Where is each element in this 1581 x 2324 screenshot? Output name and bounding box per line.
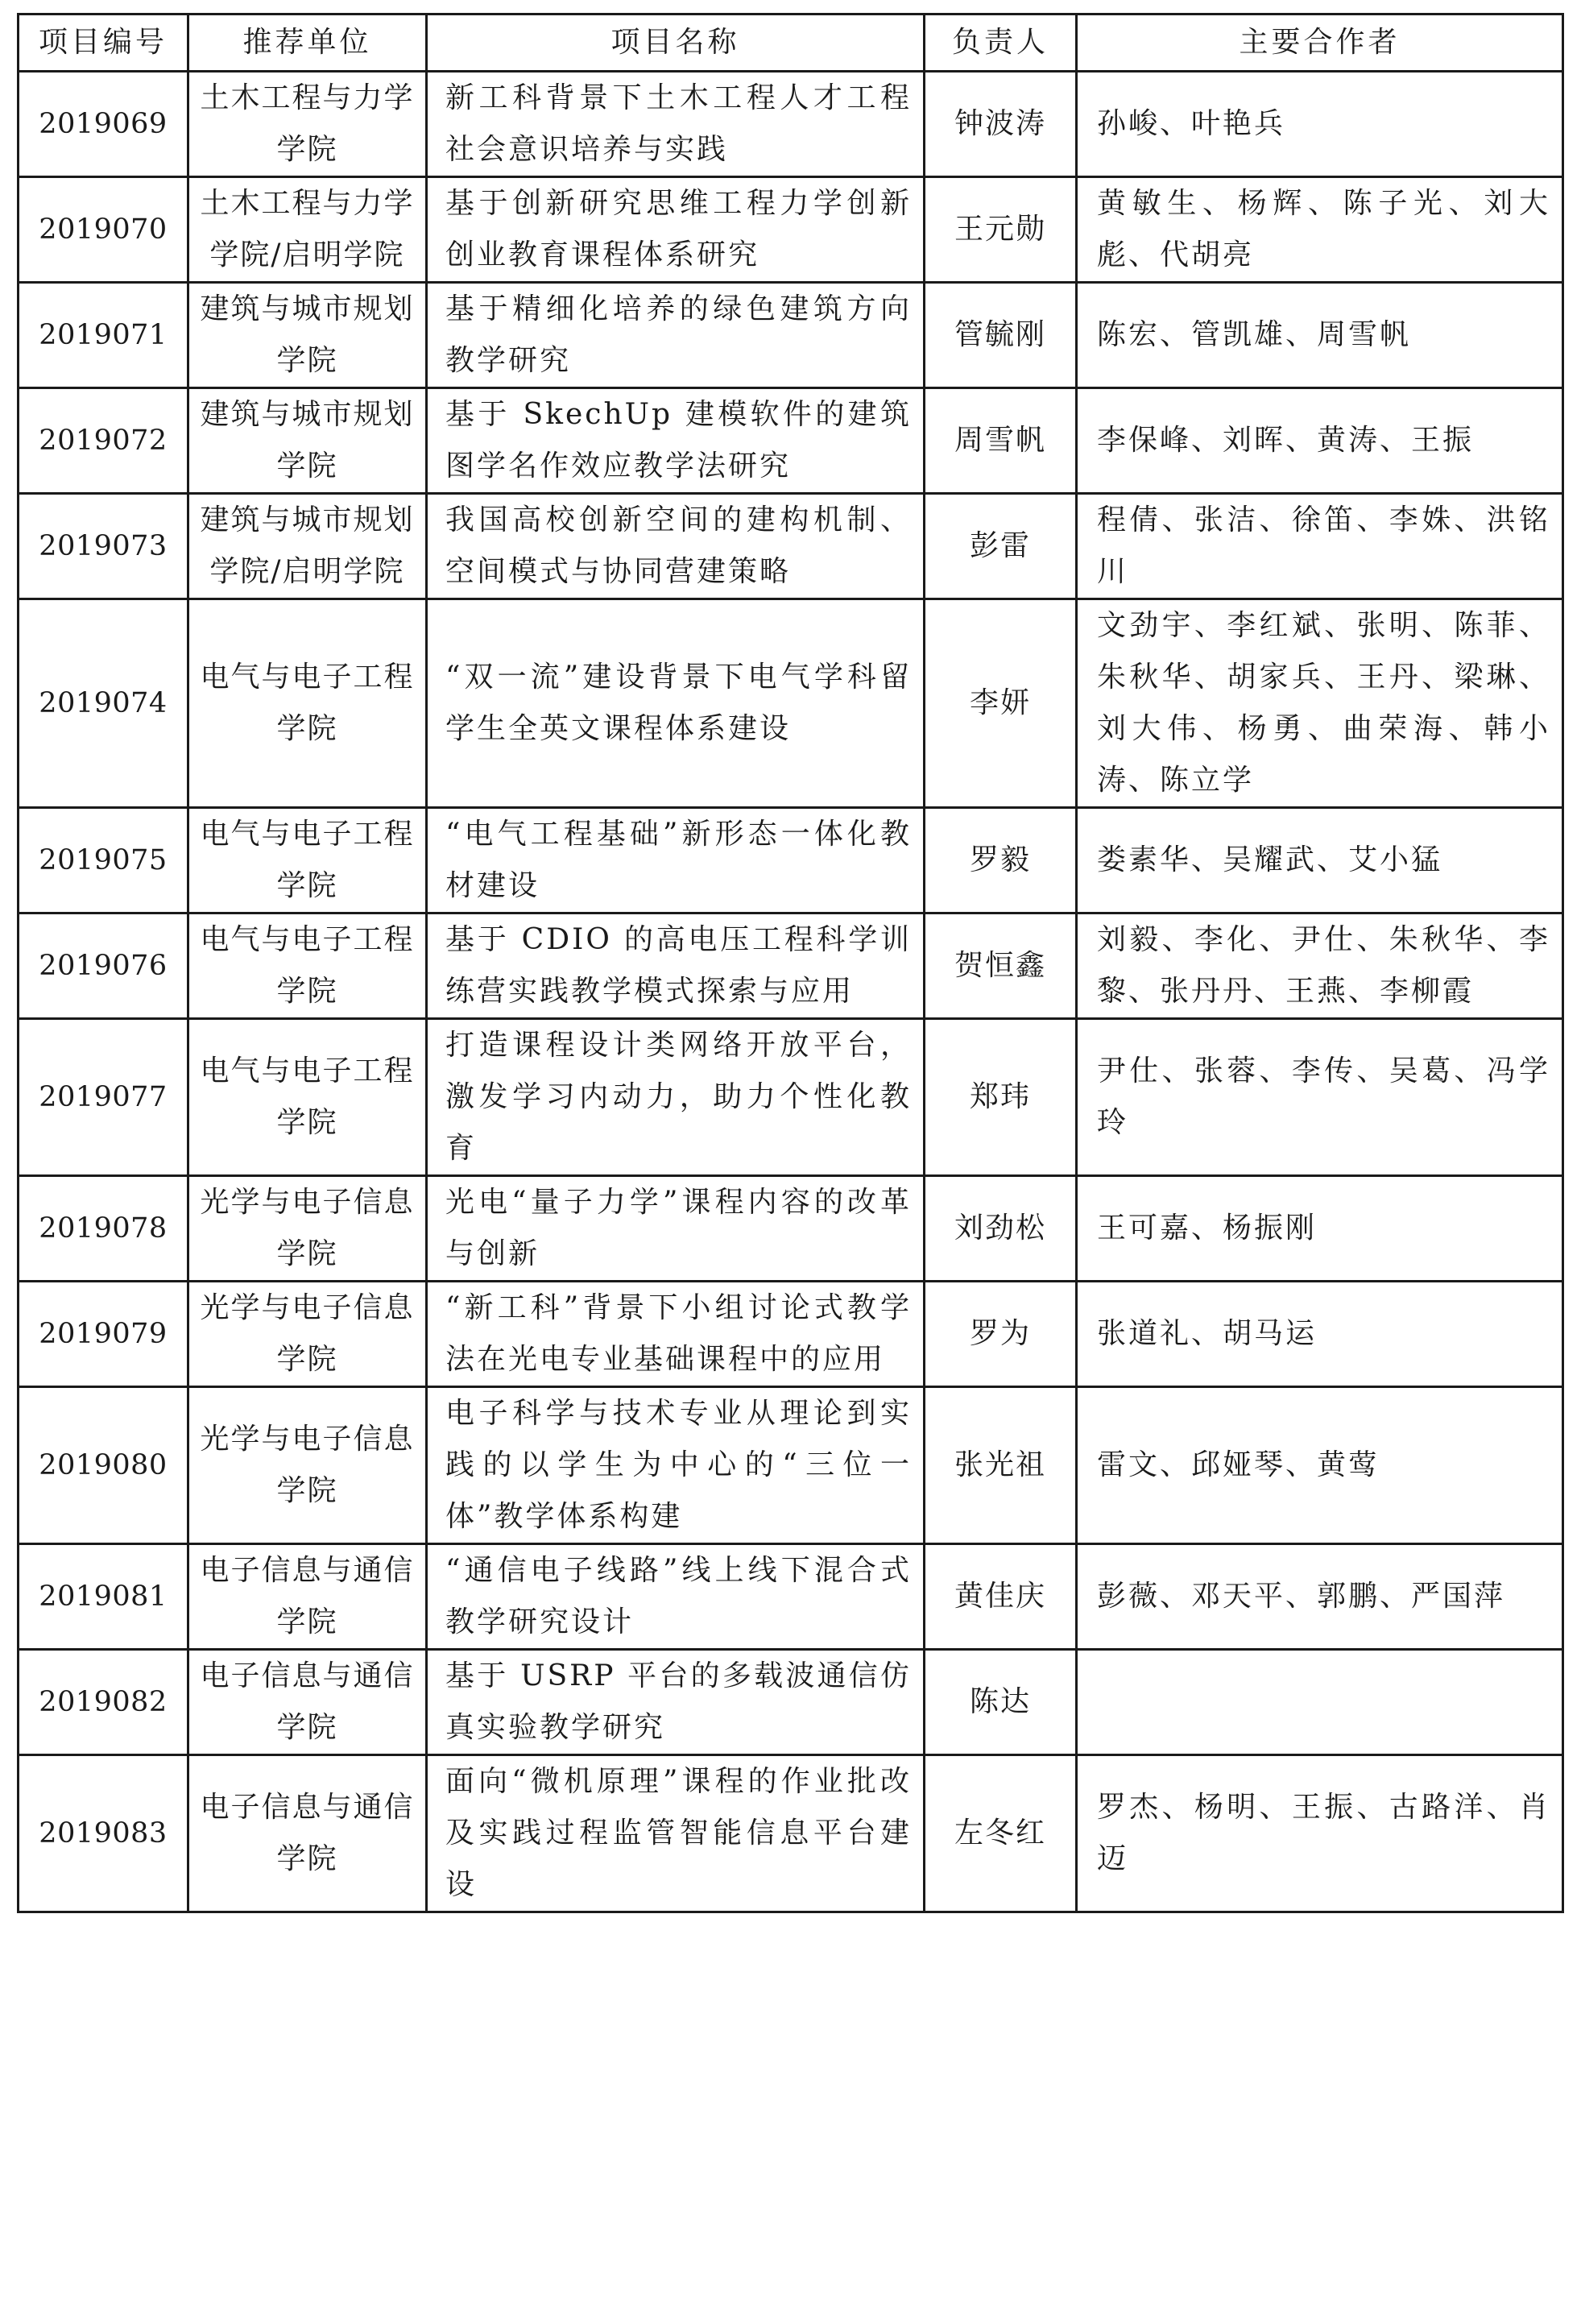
project-id: 2019081: [19, 1544, 188, 1650]
recommending-unit: 光学与电子信息学院: [188, 1282, 427, 1387]
recommending-unit: 建筑与城市规划学院/启明学院: [188, 494, 427, 599]
table-row: [19, 72, 1563, 177]
project-name: 基于精细化培养的绿色建筑方向教学研究: [427, 283, 925, 388]
project-id: 2019071: [19, 283, 188, 388]
project-name: “新工科”背景下小组讨论式教学法在光电专业基础课程中的应用: [427, 1282, 925, 1387]
header-leader: 负责人: [925, 14, 1077, 72]
project-name: 基于 USRP 平台的多载波通信仿真实验教学研究: [427, 1650, 925, 1755]
collaborators: 尹仕、张蓉、李传、吴葛、冯学玲: [1077, 1019, 1563, 1176]
collaborators: 刘毅、李化、尹仕、朱秋华、李黎、张丹丹、王燕、李柳霞: [1077, 913, 1563, 1019]
project-name: 打造课程设计类网络开放平台，激发学习内动力，助力个性化教育: [427, 1019, 925, 1176]
recommending-unit: 光学与电子信息学院: [188, 1387, 427, 1544]
leader-name: 罗毅: [925, 808, 1077, 913]
collaborators: 黄敏生、杨辉、陈子光、刘大彪、代胡亮: [1077, 177, 1563, 283]
leader-name: 左冬红: [925, 1755, 1077, 1912]
recommending-unit: 土木工程与力学学院: [188, 72, 427, 177]
leader-name: 刘劲松: [925, 1176, 1077, 1282]
table-header-row: [19, 14, 1563, 72]
leader-name: 郑玮: [925, 1019, 1077, 1176]
collaborators: 王可嘉、杨振刚: [1077, 1176, 1563, 1282]
header-project-id: 项目编号: [19, 14, 188, 72]
project-name: “电气工程基础”新形态一体化教材建设: [427, 808, 925, 913]
leader-name: 管毓刚: [925, 283, 1077, 388]
project-id: 2019082: [19, 1650, 188, 1755]
table-row: [19, 1019, 1563, 1176]
project-id: 2019077: [19, 1019, 188, 1176]
table-row: [19, 388, 1563, 494]
recommending-unit: 光学与电子信息学院: [188, 1176, 427, 1282]
collaborators: 彭薇、邓天平、郭鹏、严国萍: [1077, 1544, 1563, 1650]
collaborators: 程倩、张洁、徐笛、李姝、洪铭川: [1077, 494, 1563, 599]
leader-name: 王元勋: [925, 177, 1077, 283]
recommending-unit: 电子信息与通信学院: [188, 1544, 427, 1650]
table-row: [19, 1544, 1563, 1650]
recommending-unit: 土木工程与力学学院/启明学院: [188, 177, 427, 283]
table-row: [19, 1755, 1563, 1912]
table-row: [19, 913, 1563, 1019]
project-name: 基于 CDIO 的高电压工程科学训练营实践教学模式探索与应用: [427, 913, 925, 1019]
project-name: 面向“微机原理”课程的作业批改及实践过程监管智能信息平台建设: [427, 1755, 925, 1912]
leader-name: 陈达: [925, 1650, 1077, 1755]
collaborators: 张道礼、胡马运: [1077, 1282, 1563, 1387]
header-main-collaborators: 主要合作者: [1077, 14, 1563, 72]
recommending-unit: 电气与电子工程学院: [188, 913, 427, 1019]
table-row: [19, 1387, 1563, 1544]
recommending-unit: 电气与电子工程学院: [188, 599, 427, 808]
collaborators: 文劲宇、李红斌、张明、陈菲、朱秋华、胡家兵、王丹、梁琳、刘大伟、杨勇、曲荣海、韩小涛、陈立学: [1077, 599, 1563, 808]
table-row: [19, 599, 1563, 808]
leader-name: 钟波涛: [925, 72, 1077, 177]
project-name: 电子科学与技术专业从理论到实践的以学生为中心的“三位一体”教学体系构建: [427, 1387, 925, 1544]
recommending-unit: 建筑与城市规划学院: [188, 283, 427, 388]
project-id: 2019074: [19, 599, 188, 808]
recommending-unit: 电子信息与通信学院: [188, 1755, 427, 1912]
collaborators: 孙峻、叶艳兵: [1077, 72, 1563, 177]
project-id: 2019069: [19, 72, 188, 177]
table-row: [19, 1176, 1563, 1282]
leader-name: 贺恒鑫: [925, 913, 1077, 1019]
header-project-name: 项目名称: [427, 14, 925, 72]
recommending-unit: 电气与电子工程学院: [188, 808, 427, 913]
project-id: 2019083: [19, 1755, 188, 1912]
table-row: [19, 177, 1563, 283]
project-name: 基于创新研究思维工程力学创新创业教育课程体系研究: [427, 177, 925, 283]
collaborators: 陈宏、管凯雄、周雪帆: [1077, 283, 1563, 388]
leader-name: 罗为: [925, 1282, 1077, 1387]
project-name: 新工科背景下土木工程人才工程社会意识培养与实践: [427, 72, 925, 177]
project-name: 光电“量子力学”课程内容的改革与创新: [427, 1176, 925, 1282]
collaborators: [1077, 1650, 1563, 1755]
leader-name: 张光祖: [925, 1387, 1077, 1544]
table-row: [19, 1282, 1563, 1387]
project-name: 我国高校创新空间的建构机制、空间模式与协同营建策略: [427, 494, 925, 599]
leader-name: 李妍: [925, 599, 1077, 808]
leader-name: 彭雷: [925, 494, 1077, 599]
project-table: [17, 13, 1564, 1913]
project-id: 2019072: [19, 388, 188, 494]
table-body: [19, 72, 1563, 1912]
project-id: 2019076: [19, 913, 188, 1019]
project-id: 2019079: [19, 1282, 188, 1387]
recommending-unit: 电气与电子工程学院: [188, 1019, 427, 1176]
project-name: “通信电子线路”线上线下混合式教学研究设计: [427, 1544, 925, 1650]
project-id: 2019073: [19, 494, 188, 599]
table-row: [19, 283, 1563, 388]
project-id: 2019070: [19, 177, 188, 283]
recommending-unit: 建筑与城市规划学院: [188, 388, 427, 494]
leader-name: 黄佳庆: [925, 1544, 1077, 1650]
collaborators: 娄素华、吴耀武、艾小猛: [1077, 808, 1563, 913]
table-row: [19, 494, 1563, 599]
collaborators: 雷文、邱娅琴、黄莺: [1077, 1387, 1563, 1544]
project-id: 2019080: [19, 1387, 188, 1544]
header-recommending-unit: 推荐单位: [188, 14, 427, 72]
leader-name: 周雪帆: [925, 388, 1077, 494]
project-name: “双一流”建设背景下电气学科留学生全英文课程体系建设: [427, 599, 925, 808]
collaborators: 李保峰、刘晖、黄涛、王振: [1077, 388, 1563, 494]
table-row: [19, 1650, 1563, 1755]
collaborators: 罗杰、杨明、王振、古路洋、肖迈: [1077, 1755, 1563, 1912]
project-id: 2019075: [19, 808, 188, 913]
project-id: 2019078: [19, 1176, 188, 1282]
recommending-unit: 电子信息与通信学院: [188, 1650, 427, 1755]
table-row: [19, 808, 1563, 913]
project-name: 基于 SkechUp 建模软件的建筑图学名作效应教学法研究: [427, 388, 925, 494]
